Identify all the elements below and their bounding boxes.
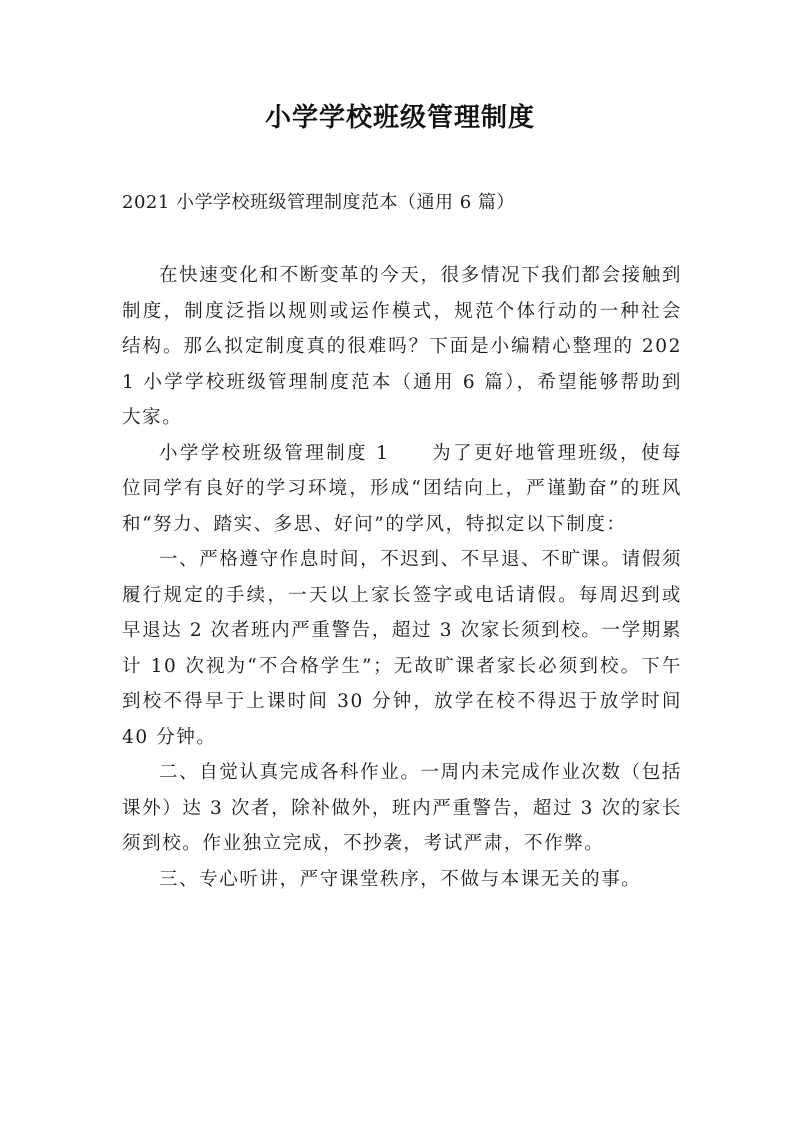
- document-title: 小学学校班级管理制度: [264, 103, 535, 133]
- document-subtitle: 2021 小学学校班级管理制度范本（通用 6 篇）: [122, 192, 515, 213]
- section-1-intro-paragraph: 小学学校班级管理制度 1 为了更好地管理班级，使每位同学有良好的学习环境，形成“团结向上，严谨勤奋”的班风和“努力、踏实、多思、好问”的学风，特拟定以下制度：: [122, 442, 682, 535]
- rule-3-paragraph: 三、专心听讲，严守课堂秩序，不做与本课无关的事。: [159, 868, 642, 890]
- rule-1-paragraph: 一、严格遵守作息时间，不迟到、不早退、不旷课。请假须履行规定的手续，一天以上家长签字或电话请假。每周迟到或早退达 2 次者班内严重警告，超过 3 次家长须到校。一学期累计 10 次视为“不合格学生”；无故旷课者家长必须到校。下午到校不得早于上课时间 30 分钟，放学在校不得迟于放学时间 40 分钟。: [122, 549, 682, 748]
- document-body: [122, 258, 682, 897]
- intro-paragraph: 在快速变化和不断变革的今天，很多情况下我们都会接触到制度，制度泛指以规则或运作模式，规范个体行动的一种社会结构。那么拟定制度真的很难吗？下面是小编精心整理的 2021 小学学校班级管理制度范本（通用 6 篇），希望能够帮助到大家。: [122, 265, 682, 428]
- rule-2-paragraph: 二、自觉认真完成各科作业。一周内未完成作业次数（包括课外）达 3 次者，除补做外，班内严重警告，超过 3 次的家长须到校。作业独立完成，不抄袭，考试严肃，不作弊。: [122, 762, 682, 854]
